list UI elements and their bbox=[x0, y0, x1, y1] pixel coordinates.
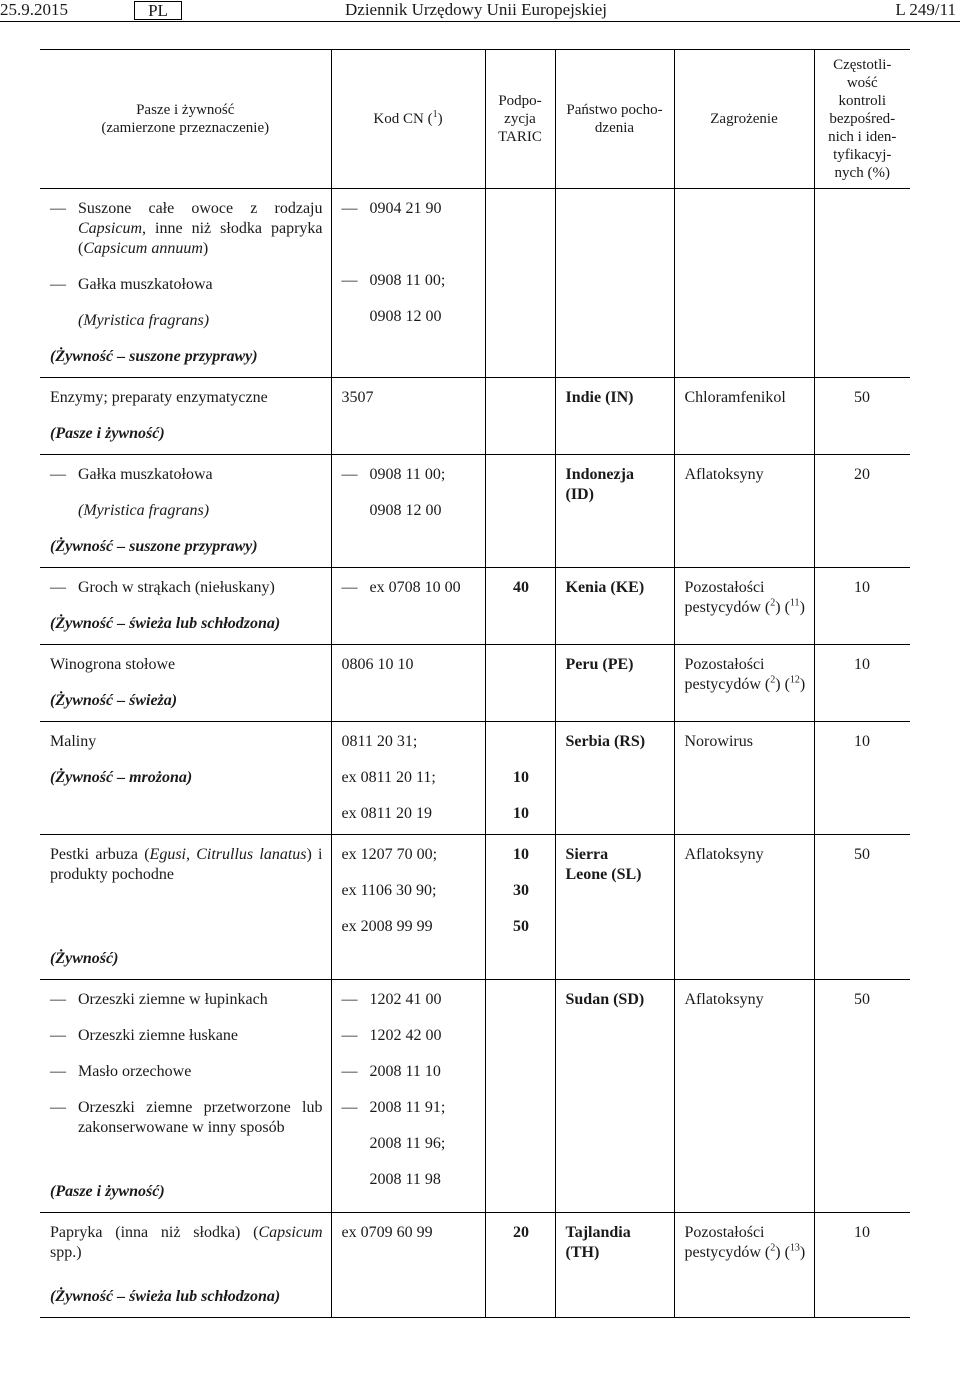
taric-code: 20 bbox=[513, 1224, 529, 1241]
hazard: Aflatoksyny bbox=[684, 466, 764, 483]
cn-code: — 0908 11 00; bbox=[341, 466, 446, 483]
country: Kenia (KE) bbox=[565, 579, 645, 596]
table-row bbox=[40, 455, 910, 568]
table-row bbox=[40, 189, 910, 378]
cn-code: ex 0811 20 11; bbox=[341, 769, 436, 786]
column-header-hazard: Zagrożenie bbox=[674, 50, 814, 189]
frequency: 50 bbox=[854, 389, 870, 406]
cn-code: 0806 10 10 bbox=[341, 656, 414, 673]
product-item: — Gałka muszkatołowa bbox=[50, 276, 213, 293]
product-item: — Gałka muszkatołowa bbox=[50, 466, 213, 483]
hazard: Pozostałości pestycydów ($^2$) ($^{12}$) bbox=[684, 656, 806, 693]
cn-code: — ex 0708 10 00 bbox=[341, 579, 461, 596]
taric-code: 40 bbox=[513, 579, 529, 596]
latin-name: (Myristica fragrans) bbox=[78, 312, 210, 329]
table-row bbox=[40, 980, 910, 1213]
product-item: — Groch w strąkach (niełuskany) bbox=[50, 579, 275, 596]
frequency: 20 bbox=[854, 466, 870, 483]
country: Sierra Leone (SL) bbox=[565, 846, 642, 883]
product-name: Winogrona stołowe bbox=[50, 656, 176, 673]
frequency: 50 bbox=[854, 846, 870, 863]
category-label: (Żywność – suszone przyprawy) bbox=[50, 348, 258, 365]
taric-code: 10 bbox=[513, 805, 529, 822]
cn-code: — 0904 21 90 bbox=[341, 200, 442, 217]
cn-code: — 1202 41 00 bbox=[341, 991, 442, 1008]
taric-code: 30 bbox=[513, 882, 529, 899]
column-header-frequency: Częstotli- wość kontroli bezpośred- nich i iden- tyfikacyj- nych (%) bbox=[814, 50, 910, 189]
cn-code: 3507 bbox=[341, 389, 374, 406]
taric-code: 10 bbox=[513, 769, 529, 786]
frequency: 50 bbox=[854, 991, 870, 1008]
country: Indonezja (ID) bbox=[565, 466, 634, 503]
control-table bbox=[40, 49, 910, 1318]
frequency: 10 bbox=[854, 733, 870, 750]
column-header-country: Państwo pocho- dzenia bbox=[555, 50, 674, 189]
table-row bbox=[40, 722, 910, 835]
latin-name: (Myristica fragrans) bbox=[78, 502, 210, 519]
table-header-row bbox=[40, 50, 910, 189]
page-number: L 249/11 bbox=[895, 0, 956, 19]
column-header-cn-code: Kod CN ($^1$) bbox=[331, 50, 485, 189]
country: Tajlandia (TH) bbox=[565, 1224, 631, 1261]
cn-code: ex 1106 30 90; bbox=[341, 882, 437, 899]
country: Sudan (SD) bbox=[565, 991, 645, 1008]
cn-code: ex 0811 20 19 bbox=[341, 805, 433, 822]
country: Indie (IN) bbox=[565, 389, 634, 406]
hazard: Aflatoksyny bbox=[684, 991, 764, 1008]
category-label: (Pasze i żywność) bbox=[50, 425, 165, 442]
table-row bbox=[40, 378, 910, 455]
cn-code: — 1202 42 00 bbox=[341, 1027, 442, 1044]
taric-code: 10 bbox=[513, 846, 529, 863]
product-item: — Orzeszki ziemne przetworzone lub zakonserwowane w inny sposób bbox=[50, 1099, 323, 1136]
table-row bbox=[40, 568, 910, 645]
cn-code: — 2008 11 10 bbox=[341, 1063, 441, 1080]
journal-title: Dziennik Urzędowy Unii Europejskiej bbox=[345, 0, 608, 19]
table-row bbox=[40, 645, 910, 722]
product-item: — Orzeszki ziemne w łupinkach bbox=[50, 991, 268, 1008]
cn-code: 0908 12 00 bbox=[369, 308, 442, 325]
product-name: Pestki arbuza (Egusi, Citrullus lanatus) i produkty pochodne bbox=[50, 846, 323, 883]
category-label: (Żywność – świeża) bbox=[50, 692, 178, 709]
cn-code: 2008 11 98 bbox=[369, 1171, 441, 1188]
table-row bbox=[40, 1213, 910, 1318]
frequency: 10 bbox=[854, 656, 870, 673]
category-label: (Pasze i żywność) bbox=[50, 1183, 165, 1200]
page-header bbox=[0, 0, 960, 22]
hazard: Norowirus bbox=[684, 733, 753, 750]
cn-code: ex 0709 60 99 bbox=[341, 1224, 433, 1241]
cn-code: 0908 12 00 bbox=[369, 502, 442, 519]
product-name: Papryka (inna niż słodka) (Capsicum spp.) bbox=[50, 1224, 323, 1261]
cn-code: — 2008 11 91; bbox=[341, 1099, 446, 1116]
category-label: (Żywność – świeża lub schłodzona) bbox=[50, 1288, 281, 1305]
product-name: Maliny bbox=[50, 733, 97, 750]
category-label: (Żywność) bbox=[50, 950, 119, 967]
cn-code: 2008 11 96; bbox=[369, 1135, 446, 1152]
column-header-product: Pasze i żywność (zamierzone przeznaczenie) bbox=[40, 50, 331, 189]
table-row bbox=[40, 835, 910, 980]
category-label: (Żywność – mrożona) bbox=[50, 769, 193, 786]
taric-code: 50 bbox=[513, 918, 529, 935]
hazard: Pozostałości pestycydów ($^2$) ($^{11}$) bbox=[684, 579, 805, 616]
category-label: (Żywność – świeża lub schłodzona) bbox=[50, 615, 281, 632]
category-label: (Żywność – suszone przyprawy) bbox=[50, 538, 258, 555]
cn-code: ex 1207 70 00; bbox=[341, 846, 438, 863]
country: Peru (PE) bbox=[565, 656, 634, 673]
cn-code: 0811 20 31; bbox=[341, 733, 418, 750]
hazard: Chloramfenikol bbox=[684, 389, 786, 406]
product-item: — Masło orzechowe bbox=[50, 1063, 192, 1080]
frequency: 10 bbox=[854, 1224, 870, 1241]
product-name: Enzymy; preparaty enzymatyczne bbox=[50, 389, 268, 406]
frequency: 10 bbox=[854, 579, 870, 596]
cn-code: ex 2008 99 99 bbox=[341, 918, 433, 935]
header-date: 25.9.2015 bbox=[0, 0, 68, 19]
hazard: Pozostałości pestycydów ($^2$) ($^{13}$) bbox=[684, 1224, 806, 1261]
product-item: — Suszone całe owoce z rodzaju Capsicum, inne niż słodka papryka (Capsicum annuum) bbox=[50, 200, 323, 257]
product-item: — Orzeszki ziemne łuskane bbox=[50, 1027, 238, 1044]
country: Serbia (RS) bbox=[565, 733, 646, 750]
hazard: Aflatoksyny bbox=[684, 846, 764, 863]
language-badge: PL bbox=[134, 1, 182, 20]
column-header-taric: Podpo- zycja TARIC bbox=[485, 50, 555, 189]
cn-code: — 0908 11 00; bbox=[341, 272, 446, 289]
